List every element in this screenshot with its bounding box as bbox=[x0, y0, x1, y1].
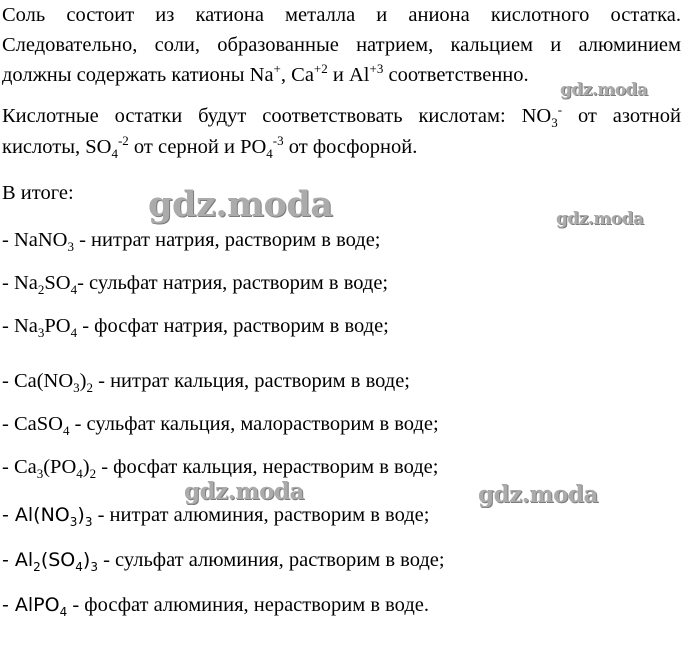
formula: - Ca bbox=[2, 456, 37, 478]
item-nano3 bbox=[2, 225, 381, 255]
item-description: - нитрат натрия, растворим в воде; bbox=[73, 229, 381, 251]
al-symbol: и Al bbox=[327, 64, 370, 86]
formula-index: 2 bbox=[33, 560, 41, 574]
watermark: gdz.moda bbox=[148, 184, 333, 225]
no3-index: 3 bbox=[551, 115, 558, 130]
formula: - AlPO bbox=[2, 594, 60, 616]
ca-symbol: , Ca bbox=[280, 64, 314, 86]
formula-index: 3 bbox=[36, 466, 44, 481]
intro-line-3-text: должны содержать катионы Na bbox=[2, 64, 274, 86]
formula: - NaNO bbox=[2, 229, 68, 251]
po4-index: 4 bbox=[266, 146, 273, 161]
watermark: gdz.moda bbox=[478, 481, 598, 508]
acids-line-1-end: от азотной bbox=[562, 105, 681, 127]
formula-index: 3 bbox=[37, 325, 45, 340]
watermark: gdz.moda bbox=[184, 478, 304, 505]
item-description: - сульфат алюминия, растворим в воде; bbox=[97, 549, 445, 571]
formula-index: 2 bbox=[86, 380, 93, 395]
intro-line-1 bbox=[2, 0, 681, 30]
formula: - Na bbox=[2, 315, 38, 337]
so4-index: 4 bbox=[111, 146, 118, 161]
formula-index: 4 bbox=[70, 325, 78, 340]
intro-line-3 bbox=[2, 60, 529, 90]
item-description: - фосфат кальция, нерастворим в воде; bbox=[96, 456, 439, 478]
item-description: - сульфат кальция, малорастворим в воде; bbox=[69, 413, 439, 435]
intro-line-2 bbox=[2, 30, 681, 60]
acids-line-2-text: кислоты, SO bbox=[2, 136, 112, 158]
formula-index: 3 bbox=[90, 560, 98, 574]
item-al2-so4-3 bbox=[2, 545, 445, 575]
acids-line-2 bbox=[2, 132, 417, 162]
formula-index: 2 bbox=[37, 282, 45, 297]
item-ca-no3-2 bbox=[2, 366, 410, 396]
item-caso4 bbox=[2, 409, 439, 439]
item-description: - нитрат кальция, растворим в воде; bbox=[93, 370, 410, 392]
acids-line-2-mid: от серной и PO bbox=[128, 136, 267, 158]
item-description: - сульфат натрия, растворим в воде; bbox=[77, 272, 389, 294]
item-description: - фосфат алюминия, нерастворим в воде. bbox=[67, 594, 429, 616]
formula: - Al(NO bbox=[2, 504, 70, 526]
ca-charge: +2 bbox=[313, 61, 328, 76]
formula-index: 4 bbox=[70, 282, 78, 297]
formula-index: 3 bbox=[84, 515, 93, 529]
intro-line-2-text: Следовательно, соли, образованные натрием, кальцием и алюминием bbox=[2, 34, 681, 56]
formula-index: 2 bbox=[89, 466, 97, 481]
formula: - CaSO bbox=[2, 413, 63, 435]
formula-part: (PO bbox=[43, 456, 77, 478]
formula-part: PO bbox=[44, 315, 71, 337]
item-description: - нитрат алюминия, растворим в воде; bbox=[92, 504, 430, 526]
so4-charge: -2 bbox=[117, 133, 129, 148]
formula-index: 4 bbox=[75, 560, 83, 574]
formula-part: ) bbox=[82, 456, 90, 478]
acids-line-1 bbox=[2, 101, 681, 131]
intro-line-3-end: соответственно. bbox=[383, 64, 529, 86]
formula: - Ca(NO bbox=[2, 370, 74, 392]
formula-part: (SO bbox=[40, 549, 76, 571]
formula: - Na bbox=[2, 272, 38, 294]
po4-charge: -3 bbox=[272, 133, 284, 148]
watermark: gdz.moda bbox=[560, 80, 648, 100]
acids-line-1-text: Кислотные остатки будут соответствовать кислотам: NO bbox=[2, 105, 552, 127]
acids-line-2-end: от фосфорной. bbox=[283, 136, 418, 158]
no3-charge: - bbox=[557, 102, 563, 117]
formula-index: 4 bbox=[62, 423, 70, 438]
formula-part: ) bbox=[79, 370, 87, 392]
al-charge: +3 bbox=[369, 61, 384, 76]
item-na3po4 bbox=[2, 311, 389, 341]
result-label: В итоге: bbox=[2, 182, 74, 204]
formula-index: 3 bbox=[67, 239, 74, 254]
formula-part: SO bbox=[44, 272, 71, 294]
formula-index: 4 bbox=[76, 466, 83, 481]
item-description: - фосфат натрия, растворим в воде; bbox=[77, 315, 389, 337]
item-na2so4 bbox=[2, 268, 388, 298]
item-alpo4 bbox=[2, 590, 429, 620]
formula-part: ) bbox=[77, 504, 85, 526]
formula-index: 3 bbox=[73, 380, 80, 395]
na-charge: + bbox=[273, 61, 281, 76]
intro-line-1-text: Соль состоит из катиона металла и аниона кислотного остатка. bbox=[2, 4, 681, 26]
watermark: gdz.moda bbox=[556, 209, 644, 229]
formula-index: 3 bbox=[69, 515, 78, 529]
formula-index: 4 bbox=[59, 605, 68, 619]
formula: - Al bbox=[2, 549, 34, 571]
formula-part: ) bbox=[82, 549, 91, 571]
